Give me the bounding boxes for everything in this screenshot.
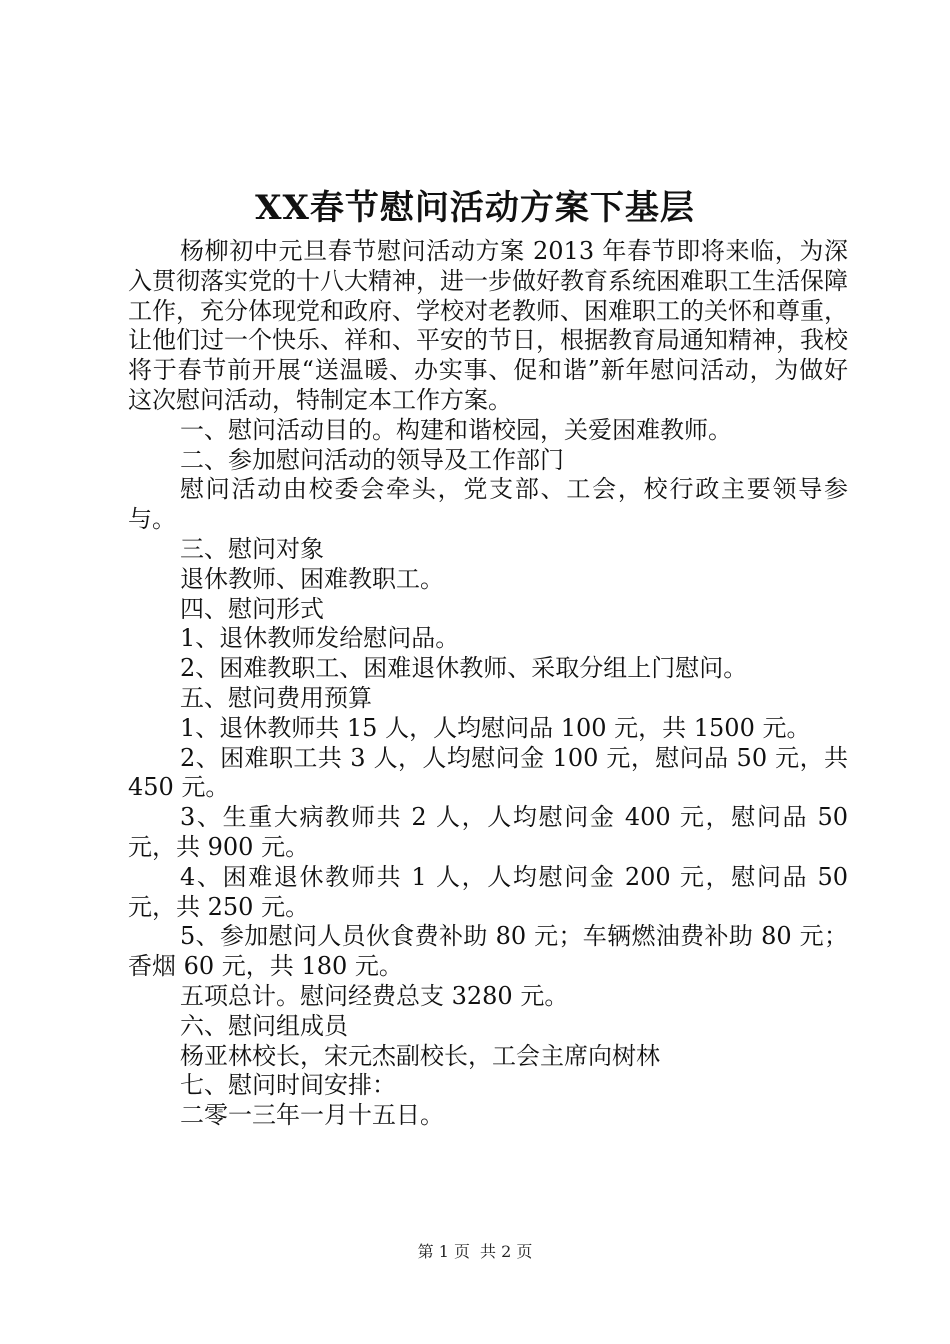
paragraph-budget-item-4: 4、困难退休教师共 1 人，人均慰问金 200 元，慰问品 50 元，共 250 元。 bbox=[128, 862, 848, 921]
paragraph-section-5-heading: 五、慰问费用预算 bbox=[180, 683, 372, 712]
paragraph-intro: 杨柳初中元旦春节慰问活动方案 2013 年春节即将来临，为深入贯彻落实党的十八大精神，进一步做好教育系统困难职工生活保障工作，充分体现党和政府、学校对老教师、困难职工的关怀和尊重，让他们过一个快乐、祥和、平安的节日，根据教育局通知精神，我校将于春节前开展“送温暖、办实事、促和谐”新年慰问活动，为做好这次慰问活动，特制定本工作方案。 bbox=[128, 237, 848, 414]
page-footer bbox=[0, 1242, 950, 1262]
paragraph-section-4-item-2: 2、困难教职工、困难退休教师、采取分组上门慰问。 bbox=[180, 654, 748, 683]
page-number: 第 1 页 bbox=[417, 1242, 470, 1261]
paragraph-section-6-heading: 六、慰问组成员 bbox=[180, 1011, 348, 1040]
page-total: 共 2 页 bbox=[480, 1242, 533, 1261]
paragraph-section-3-heading: 三、慰问对象 bbox=[180, 534, 324, 563]
paragraph-section-4-heading: 四、慰问形式 bbox=[180, 594, 324, 623]
paragraph-section-4-item-1: 1、退休教师发给慰问品。 bbox=[180, 624, 460, 653]
paragraph-section-1: 一、慰问活动目的。构建和谐校园，关爱困难教师。 bbox=[180, 415, 732, 444]
paragraph-section-2-body: 慰问活动由校委会牵头，党支部、工会，校行政主要领导参与。 bbox=[128, 475, 848, 534]
paragraph-section-2-heading: 二、参加慰问活动的领导及工作部门 bbox=[180, 445, 564, 474]
paragraph-budget-item-2: 2、困难职工共 3 人，人均慰问金 100 元，慰问品 50 元，共 450 元。 bbox=[128, 743, 848, 802]
paragraph-budget-item-5: 5、参加慰问人员伙食费补助 80 元；车辆燃油费补助 80 元；香烟 60 元，共 180 元。 bbox=[128, 922, 848, 981]
document-body bbox=[128, 237, 848, 1131]
paragraph-section-7-heading: 七、慰问时间安排： bbox=[180, 1071, 396, 1100]
paragraph-section-6-body: 杨亚林校长，宋元杰副校长，工会主席向树林 bbox=[180, 1041, 660, 1070]
paragraph-budget-item-3: 3、生重大病教师共 2 人，人均慰问金 400 元，慰问品 50 元，共 900 元。 bbox=[128, 803, 848, 861]
paragraph-section-7-body: 二零一三年一月十五日。 bbox=[180, 1101, 444, 1130]
paragraph-section-3-body: 退休教师、困难教职工。 bbox=[180, 564, 444, 593]
paragraph-budget-total: 五项总计。慰问经费总支 3280 元。 bbox=[180, 981, 569, 1010]
paragraph-budget-item-1: 1、退休教师共 15 人，人均慰问品 100 元，共 1500 元。 bbox=[180, 713, 811, 742]
document-title: XX春节慰问活动方案下基层 bbox=[255, 188, 695, 228]
